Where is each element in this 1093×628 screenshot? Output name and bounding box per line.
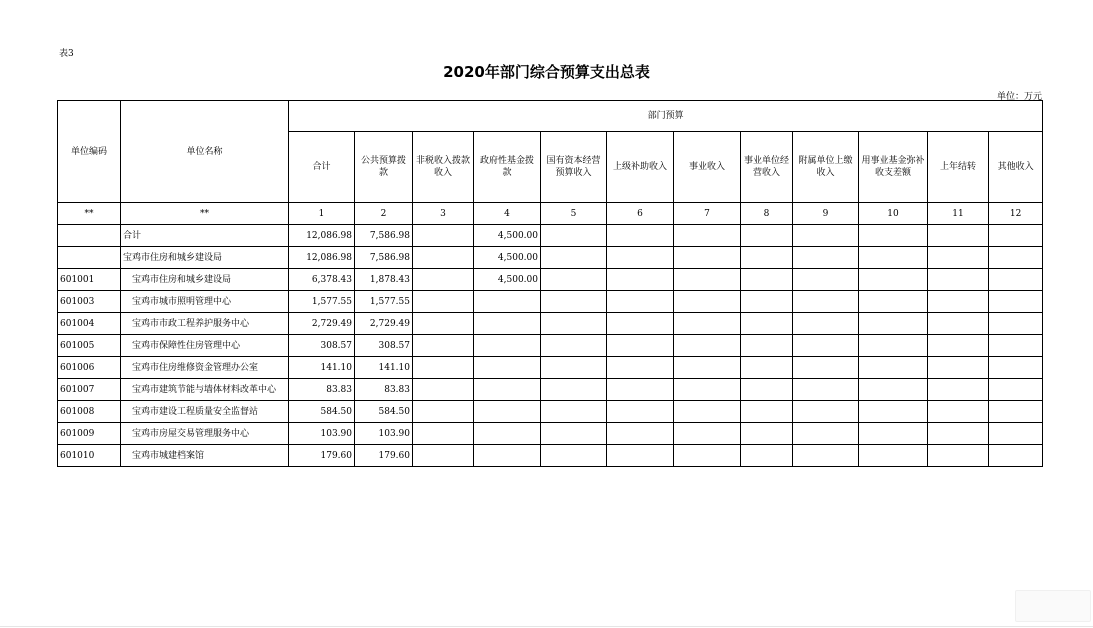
- government-fund-cell: [474, 357, 541, 379]
- empty-cell: [607, 445, 674, 467]
- total-cell: 83.83: [289, 379, 355, 401]
- empty-cell: [541, 313, 607, 335]
- nontax-cell: [413, 291, 474, 313]
- unit-code-cell: 601008: [58, 401, 121, 423]
- empty-cell: [741, 445, 793, 467]
- nontax-cell: [413, 423, 474, 445]
- empty-cell: [607, 357, 674, 379]
- empty-cell: [541, 423, 607, 445]
- empty-cell: [541, 269, 607, 291]
- table-number-label: 表3: [59, 49, 74, 59]
- table-row: [58, 401, 1043, 423]
- total-cell: 6,378.43: [289, 269, 355, 291]
- public-budget-cell: 584.50: [355, 401, 413, 423]
- public-budget-cell: 83.83: [355, 379, 413, 401]
- empty-cell: [793, 445, 859, 467]
- unit-code-cell: 601010: [58, 445, 121, 467]
- empty-cell: [741, 357, 793, 379]
- empty-cell: [541, 379, 607, 401]
- column-index: 8: [741, 203, 793, 225]
- table-row: [58, 357, 1043, 379]
- empty-cell: [859, 291, 928, 313]
- empty-cell: [928, 423, 989, 445]
- empty-cell: [674, 335, 741, 357]
- unit-name-cell: 宝鸡市城建档案馆: [121, 445, 289, 467]
- total-cell: 103.90: [289, 423, 355, 445]
- empty-cell: [928, 269, 989, 291]
- government-fund-cell: [474, 379, 541, 401]
- empty-cell: [674, 379, 741, 401]
- government-fund-cell: [474, 335, 541, 357]
- column-index: 7: [674, 203, 741, 225]
- column-header: 非税收入拨款收入: [413, 132, 474, 203]
- empty-cell: [859, 423, 928, 445]
- unit-name-cell: 合计: [121, 225, 289, 247]
- public-budget-cell: 141.10: [355, 357, 413, 379]
- total-cell: 141.10: [289, 357, 355, 379]
- nontax-cell: [413, 313, 474, 335]
- table-row: [58, 269, 1043, 291]
- empty-cell: [607, 269, 674, 291]
- unit-code-cell: 601005: [58, 335, 121, 357]
- unit-code-cell: [58, 247, 121, 269]
- empty-cell: [793, 379, 859, 401]
- column-header: 附属单位上缴收入: [793, 132, 859, 203]
- table-row: [58, 335, 1043, 357]
- table-row: [58, 225, 1043, 247]
- total-cell: 308.57: [289, 335, 355, 357]
- page-bottom-divider: [0, 626, 1093, 627]
- empty-cell: [928, 335, 989, 357]
- unit-name-cell: 宝鸡市城市照明管理中心: [121, 291, 289, 313]
- empty-cell: [928, 445, 989, 467]
- empty-cell: [741, 225, 793, 247]
- empty-cell: [793, 335, 859, 357]
- public-budget-cell: 7,586.98: [355, 225, 413, 247]
- empty-cell: [793, 401, 859, 423]
- unit-code-cell: 601009: [58, 423, 121, 445]
- nontax-cell: [413, 247, 474, 269]
- empty-cell: [541, 401, 607, 423]
- empty-cell: [607, 291, 674, 313]
- table-row: [58, 247, 1043, 269]
- public-budget-cell: 308.57: [355, 335, 413, 357]
- table-row: [58, 313, 1043, 335]
- empty-cell: [541, 335, 607, 357]
- total-cell: 2,729.49: [289, 313, 355, 335]
- empty-cell: [741, 269, 793, 291]
- empty-cell: [674, 313, 741, 335]
- empty-cell: [674, 225, 741, 247]
- empty-cell: [793, 247, 859, 269]
- nontax-cell: [413, 379, 474, 401]
- empty-cell: [928, 225, 989, 247]
- government-fund-cell: 4,500.00: [474, 269, 541, 291]
- column-index: 1: [289, 203, 355, 225]
- empty-cell: [793, 225, 859, 247]
- empty-cell: [541, 225, 607, 247]
- nontax-cell: [413, 401, 474, 423]
- empty-cell: [607, 225, 674, 247]
- empty-cell: [989, 313, 1043, 335]
- column-header: 上年结转: [928, 132, 989, 203]
- table-row: [58, 379, 1043, 401]
- unit-code-cell: [58, 225, 121, 247]
- empty-cell: [674, 247, 741, 269]
- header-unit-name: 单位名称: [121, 101, 289, 203]
- column-header: 合计: [289, 132, 355, 203]
- column-header: 公共预算拨款: [355, 132, 413, 203]
- total-cell: 584.50: [289, 401, 355, 423]
- empty-cell: [674, 423, 741, 445]
- total-cell: 12,086.98: [289, 225, 355, 247]
- unit-label: 单位：万元: [996, 92, 1042, 102]
- column-header: 政府性基金拨款: [474, 132, 541, 203]
- empty-cell: [928, 379, 989, 401]
- column-index: 5: [541, 203, 607, 225]
- unit-code-cell: 601003: [58, 291, 121, 313]
- empty-cell: [607, 401, 674, 423]
- column-index: **: [121, 203, 289, 225]
- public-budget-cell: 1,577.55: [355, 291, 413, 313]
- empty-cell: [793, 423, 859, 445]
- empty-cell: [793, 357, 859, 379]
- column-header: 上级补助收入: [607, 132, 674, 203]
- empty-cell: [859, 335, 928, 357]
- total-cell: 12,086.98: [289, 247, 355, 269]
- empty-cell: [859, 247, 928, 269]
- empty-cell: [541, 291, 607, 313]
- empty-cell: [741, 423, 793, 445]
- table-row: [58, 291, 1043, 313]
- column-index: 2: [355, 203, 413, 225]
- nontax-cell: [413, 269, 474, 291]
- column-header: 其他收入: [989, 132, 1043, 203]
- empty-cell: [541, 247, 607, 269]
- government-fund-cell: 4,500.00: [474, 247, 541, 269]
- public-budget-cell: 7,586.98: [355, 247, 413, 269]
- column-header: 国有资本经营预算收入: [541, 132, 607, 203]
- column-index: 4: [474, 203, 541, 225]
- unit-name-cell: 宝鸡市建设工程质量安全监督站: [121, 401, 289, 423]
- empty-cell: [928, 401, 989, 423]
- unit-code-cell: 601006: [58, 357, 121, 379]
- empty-cell: [859, 269, 928, 291]
- empty-cell: [741, 291, 793, 313]
- empty-cell: [989, 335, 1043, 357]
- column-index: 3: [413, 203, 474, 225]
- empty-cell: [674, 357, 741, 379]
- column-index: 6: [607, 203, 674, 225]
- empty-cell: [607, 335, 674, 357]
- empty-cell: [928, 357, 989, 379]
- government-fund-cell: [474, 401, 541, 423]
- empty-cell: [741, 313, 793, 335]
- unit-name-cell: 宝鸡市市政工程养护服务中心: [121, 313, 289, 335]
- column-index: 10: [859, 203, 928, 225]
- column-header: 事业单位经营收入: [741, 132, 793, 203]
- empty-cell: [989, 379, 1043, 401]
- government-fund-cell: [474, 291, 541, 313]
- column-index: 11: [928, 203, 989, 225]
- column-index: 9: [793, 203, 859, 225]
- empty-cell: [741, 401, 793, 423]
- empty-cell: [989, 445, 1043, 467]
- column-header: 事业收入: [674, 132, 741, 203]
- empty-cell: [607, 379, 674, 401]
- unit-code-cell: 601004: [58, 313, 121, 335]
- unit-name-cell: 宝鸡市住房和城乡建设局: [121, 247, 289, 269]
- empty-cell: [741, 379, 793, 401]
- nontax-cell: [413, 335, 474, 357]
- empty-cell: [989, 401, 1043, 423]
- document-title: 2020年部门综合预算支出总表: [443, 63, 650, 81]
- empty-cell: [989, 247, 1043, 269]
- empty-cell: [607, 313, 674, 335]
- empty-cell: [541, 357, 607, 379]
- unit-code-cell: 601007: [58, 379, 121, 401]
- empty-cell: [859, 313, 928, 335]
- table-row: [58, 423, 1043, 445]
- empty-cell: [989, 269, 1043, 291]
- nontax-cell: [413, 357, 474, 379]
- total-cell: 1,577.55: [289, 291, 355, 313]
- column-index: 12: [989, 203, 1043, 225]
- empty-cell: [859, 445, 928, 467]
- header-unit-code: 单位编码: [58, 101, 121, 203]
- unit-name-cell: 宝鸡市保障性住房管理中心: [121, 335, 289, 357]
- empty-cell: [859, 379, 928, 401]
- empty-cell: [741, 335, 793, 357]
- public-budget-cell: 1,878.43: [355, 269, 413, 291]
- public-budget-cell: 2,729.49: [355, 313, 413, 335]
- unit-name-cell: 宝鸡市建筑节能与墙体材料改革中心: [121, 379, 289, 401]
- nontax-cell: [413, 445, 474, 467]
- government-fund-cell: [474, 445, 541, 467]
- empty-cell: [928, 313, 989, 335]
- empty-cell: [859, 401, 928, 423]
- empty-cell: [793, 269, 859, 291]
- unit-code-cell: 601001: [58, 269, 121, 291]
- corner-button[interactable]: [1015, 590, 1091, 622]
- government-fund-cell: 4,500.00: [474, 225, 541, 247]
- nontax-cell: [413, 225, 474, 247]
- empty-cell: [989, 225, 1043, 247]
- empty-cell: [674, 291, 741, 313]
- total-cell: 179.60: [289, 445, 355, 467]
- budget-expenditure-table: [57, 100, 1043, 467]
- unit-name-cell: 宝鸡市房屋交易管理服务中心: [121, 423, 289, 445]
- empty-cell: [989, 357, 1043, 379]
- empty-cell: [928, 291, 989, 313]
- public-budget-cell: 103.90: [355, 423, 413, 445]
- empty-cell: [928, 247, 989, 269]
- empty-cell: [859, 225, 928, 247]
- unit-name-cell: 宝鸡市住房维修资金管理办公室: [121, 357, 289, 379]
- table-row: [58, 445, 1043, 467]
- column-index: **: [58, 203, 121, 225]
- empty-cell: [607, 247, 674, 269]
- unit-name-cell: 宝鸡市住房和城乡建设局: [121, 269, 289, 291]
- public-budget-cell: 179.60: [355, 445, 413, 467]
- empty-cell: [989, 423, 1043, 445]
- empty-cell: [541, 445, 607, 467]
- empty-cell: [607, 423, 674, 445]
- empty-cell: [793, 291, 859, 313]
- empty-cell: [741, 247, 793, 269]
- header-department-budget: 部门预算: [289, 101, 1043, 132]
- empty-cell: [989, 291, 1043, 313]
- empty-cell: [793, 313, 859, 335]
- government-fund-cell: [474, 313, 541, 335]
- column-header: 用事业基金弥补收支差额: [859, 132, 928, 203]
- government-fund-cell: [474, 423, 541, 445]
- empty-cell: [674, 269, 741, 291]
- empty-cell: [674, 401, 741, 423]
- empty-cell: [859, 357, 928, 379]
- empty-cell: [674, 445, 741, 467]
